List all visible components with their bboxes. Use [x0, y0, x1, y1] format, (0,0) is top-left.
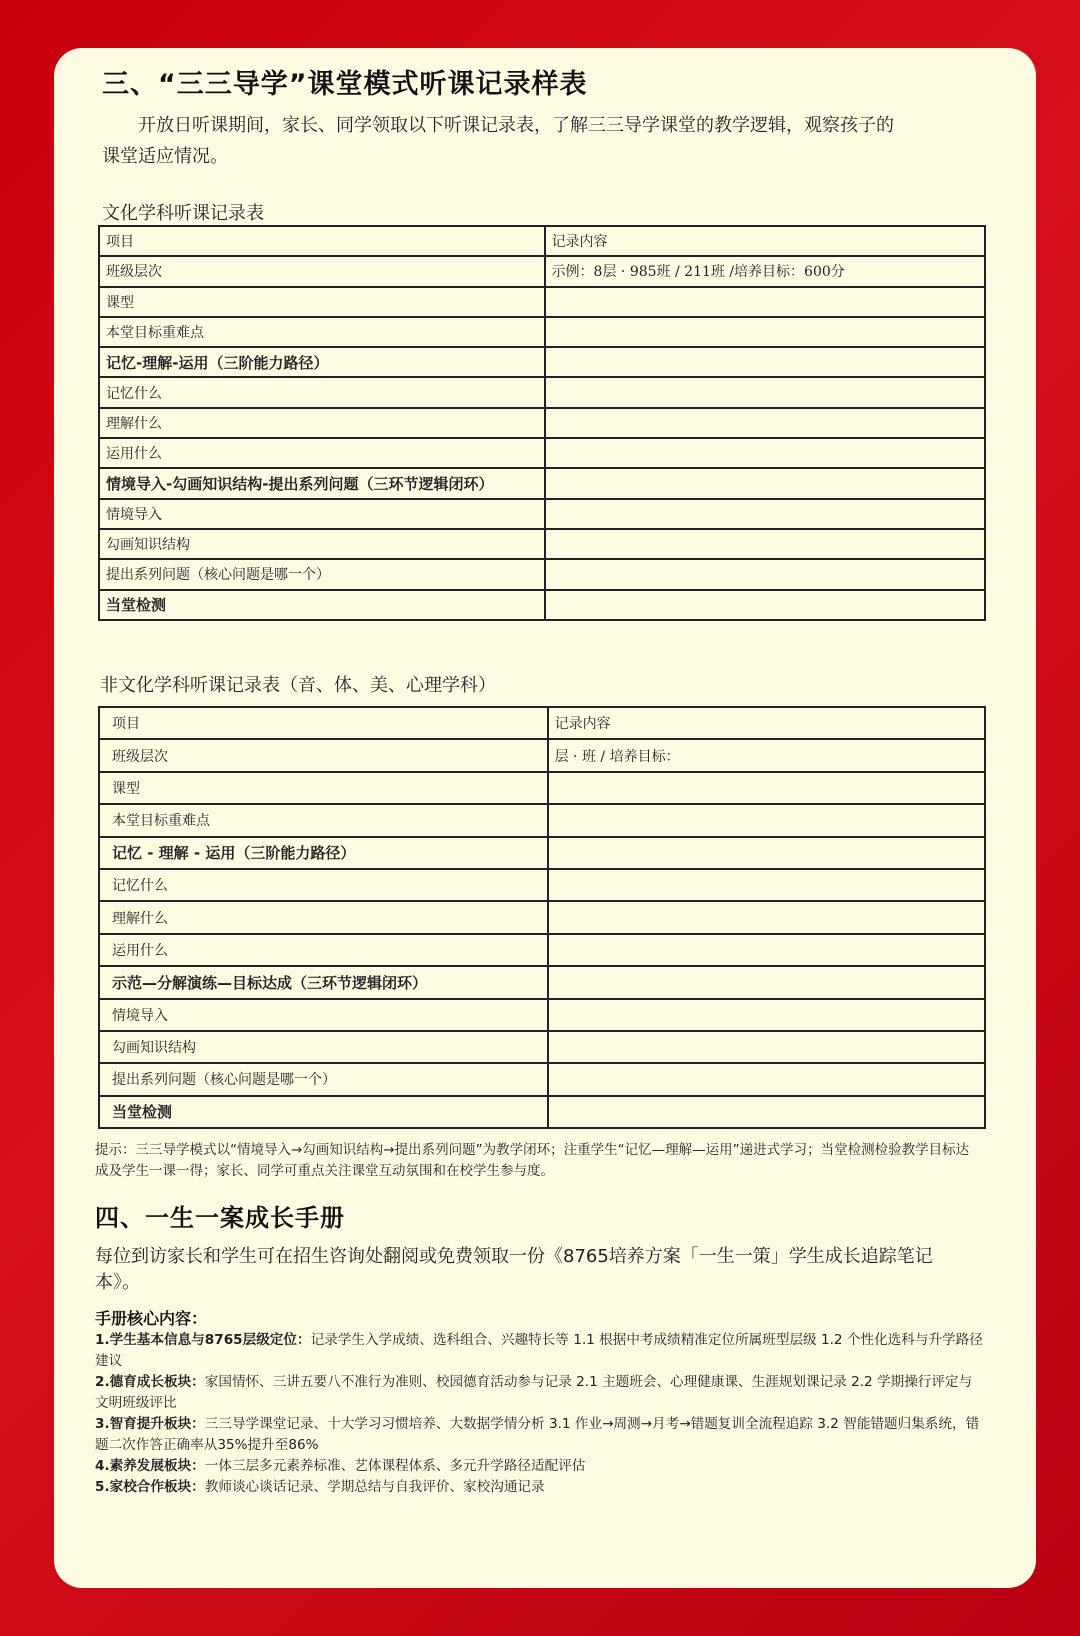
item-cell: 记忆-理解-运用（三阶能力路径） [99, 347, 545, 377]
item-cell: 本堂目标重难点 [99, 804, 548, 836]
non-culture-record-table [98, 706, 986, 1129]
table-row [99, 408, 985, 438]
section3-intro: 开放日听课期间，家长、同学领取以下听课记录表，了解三三导学课堂的教学逻辑，观察孩子的课堂适应情况。 [102, 115, 894, 167]
content-cell [545, 287, 985, 317]
item-cell: 记忆什么 [99, 869, 548, 901]
table-row [99, 1031, 985, 1063]
content-cell [548, 869, 985, 901]
item-cell: 提出系列问题（核心问题是哪一个） [99, 1063, 548, 1095]
table1-caption: 文化学科听课记录表 [102, 203, 264, 224]
table-row [99, 934, 985, 966]
item-label: 1.学生基本信息与8765层级定位： [95, 1332, 311, 1348]
table-row [99, 377, 985, 407]
culture-record-table [98, 225, 986, 621]
table2-caption: 非文化学科听课记录表（音、体、美、心理学科） [100, 675, 496, 696]
table-row [99, 772, 985, 804]
table-row [99, 287, 985, 317]
item-label: 2.德育成长板块： [95, 1374, 205, 1390]
item-cell: 课型 [99, 287, 545, 317]
table-row [99, 256, 985, 286]
list-item [95, 1330, 985, 1372]
item-cell: 本堂目标重难点 [99, 317, 545, 347]
content-cell [548, 999, 985, 1031]
list-item [95, 1477, 985, 1498]
list-item [95, 1456, 985, 1477]
content-cell [545, 559, 985, 589]
content-cell [548, 1063, 985, 1095]
section4-intro: 每位到访家长和学生可在招生咨询处翻阅或免费领取一份《8765培养方案「一生一策」学生成长追踪笔记本》。 [95, 1246, 933, 1293]
item-text: 记录学生入学成绩、选科组合、兴趣特长等 1.1 根据中考成绩精准定位所属班型层级 1.2 个性化选科与升学路径建议 [95, 1332, 983, 1369]
table-row [99, 226, 985, 256]
table-row [99, 707, 985, 739]
table-row [99, 901, 985, 933]
item-cell: 理解什么 [99, 408, 545, 438]
content-cell [548, 934, 985, 966]
item-label: 3.智育提升板块： [95, 1416, 205, 1432]
list-item [95, 1414, 985, 1456]
item-cell: 情境导入-勾画知识结构-提出系列问题（三环节逻辑闭环） [99, 468, 545, 498]
item-cell: 运用什么 [99, 934, 548, 966]
table-row [99, 869, 985, 901]
content-cell [545, 438, 985, 468]
item-cell: 当堂检测 [99, 590, 545, 620]
table-row [99, 559, 985, 589]
item-cell: 示范—分解演练—目标达成（三环节逻辑闭环） [99, 966, 548, 998]
item-cell: 记忆 - 理解 - 运用（三阶能力路径） [99, 837, 548, 869]
item-label: 4.素养发展板块： [95, 1458, 205, 1474]
item-cell: 运用什么 [99, 438, 545, 468]
content-cell [548, 772, 985, 804]
content-cell: 层 · 班 / 培养目标： [548, 739, 985, 771]
item-cell: 情境导入 [99, 499, 545, 529]
list-item [95, 1372, 985, 1414]
table-row [99, 966, 985, 998]
section4-title: 四、一生一案成长手册 [95, 1204, 345, 1232]
item-cell: 班级层次 [99, 256, 545, 286]
table-row [99, 317, 985, 347]
content-cell [548, 1031, 985, 1063]
item-text: 三三导学课堂记录、十大学习习惯培养、大数据学情分析 3.1 作业→周测→月考→错题复训全流程追踪 3.2 智能错题归集系统，错题二次作答正确率从35%提升至86% [95, 1416, 980, 1453]
content-cell [545, 468, 985, 498]
content-cell [548, 837, 985, 869]
table-row [99, 468, 985, 498]
item-label: 5.家校合作板块： [95, 1479, 205, 1495]
content-cell [545, 317, 985, 347]
table-row [99, 837, 985, 869]
section3-title: 三、“三三导学”课堂模式听课记录样表 [102, 69, 588, 100]
item-cell: 提出系列问题（核心问题是哪一个） [99, 559, 545, 589]
item-cell: 情境导入 [99, 999, 548, 1031]
table-row [99, 438, 985, 468]
content-cell [548, 1096, 985, 1128]
content-cell: 记录内容 [548, 707, 985, 739]
item-cell: 理解什么 [99, 901, 548, 933]
item-text: 一体三层多元素养标准、艺体课程体系、多元升学路径适配评估 [204, 1458, 586, 1474]
table-row [99, 590, 985, 620]
item-cell: 课型 [99, 772, 548, 804]
content-cell [545, 590, 985, 620]
content-cell [545, 377, 985, 407]
item-cell: 项目 [99, 226, 545, 256]
table-row [99, 1096, 985, 1128]
content-cell [545, 499, 985, 529]
table-row [99, 347, 985, 377]
table-row [99, 739, 985, 771]
item-cell: 班级层次 [99, 739, 548, 771]
item-cell: 勾画知识结构 [99, 1031, 548, 1063]
content-cell [548, 804, 985, 836]
content-cell [548, 901, 985, 933]
core-content-heading: 手册核心内容： [95, 1309, 208, 1328]
table-row [99, 999, 985, 1031]
table-row [99, 1063, 985, 1095]
content-card [54, 48, 1036, 1588]
table-row [99, 529, 985, 559]
table-row [99, 804, 985, 836]
item-text: 教师谈心谈话记录、学期总结与自我评价、家校沟通记录 [204, 1479, 545, 1495]
content-cell: 示例：8层 · 985班 / 211班 /培养目标：600分 [545, 256, 985, 286]
item-cell: 当堂检测 [99, 1096, 548, 1128]
content-cell: 记录内容 [545, 226, 985, 256]
item-cell: 勾画知识结构 [99, 529, 545, 559]
table-row [99, 499, 985, 529]
item-cell: 记忆什么 [99, 377, 545, 407]
core-content-list [95, 1330, 985, 1498]
item-cell: 项目 [99, 707, 548, 739]
content-cell [548, 966, 985, 998]
content-cell [545, 347, 985, 377]
item-text: 家国情怀、三讲五要八不准行为准则、校园德育活动参与记录 2.1 主题班会、心理健康课、生涯规划课记录 2.2 学期操行评定与文明班级评比 [95, 1374, 973, 1411]
content-cell [545, 408, 985, 438]
content-cell [545, 529, 985, 559]
tip-note: 提示：三三导学模式以“情境导入→勾画知识结构→提出系列问题”为教学闭环；注重学生“记忆—理解—运用”递进式学习；当堂检测检验教学目标达成及学生一课一得；家长、同学可重点关注课堂互动氛围和在校学生参与度。 [95, 1142, 970, 1179]
